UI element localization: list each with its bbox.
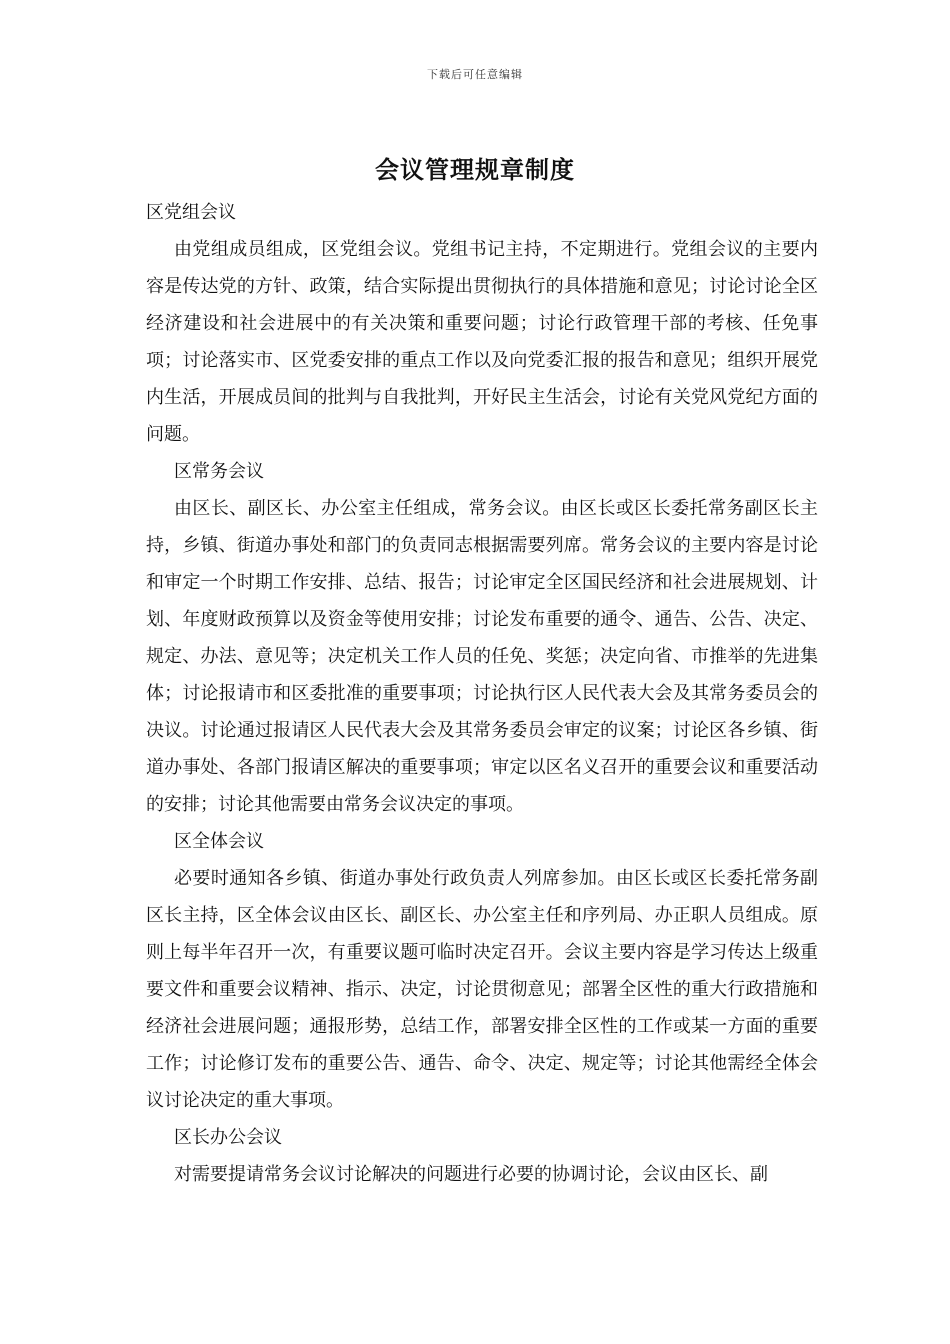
section-heading-party-group: 区党组会议 [146, 202, 236, 223]
section-heading-plenary-meeting: 区全体会议 [174, 831, 264, 852]
section-paragraph-plenary-meeting: 必要时通知各乡镇、街道办事处行政负责人列席参加。由区长或区长委托常务副区长主持，区全体会议由区长、副区长、办公室主任和序列局、办正职人员组成。原则上每半年召开一次，有重要议题可临时决定召开。会议主要内容是学习传达上级重要文件和重要会议精神、指示、决定，讨论贯彻意见；部署全区性的重大行政措施和经济社会进展问题；通报形势，总结工作，部署安排全区性的工作或某一方面的重要工作；讨论修订发布的重要公告、通告、命令、决定、规定等；讨论其他需经全体会议讨论决定的重大事项。 [146, 868, 818, 1111]
section-paragraph-standing-meeting: 由区长、副区长、办公室主任组成，常务会议。由区长或区长委托常务副区长主持，乡镇、街道办事处和部门的负责同志根据需要列席。常务会议的主要内容是讨论和审定一个时期工作安排、总结、报告；讨论审定全区国民经济和社会进展规划、计划、年度财政预算以及资金等使用安排；讨论发布重要的通令、通告、公告、决定、规定、办法、意见等；决定机关工作人员的任免、奖惩；决定向省、市推举的先进集体；讨论报请市和区委批准的重要事项；讨论执行区人民代表大会及其常务委员会的决议。讨论通过报请区人民代表大会及其常务委员会审定的议案；讨论区各乡镇、街道办事处、各部门报请区解决的重要事项；审定以区名义召开的重要会议和重要活动的安排；讨论其他需要由常务会议决定的事项。 [146, 498, 818, 815]
section-paragraph-party-group: 由党组成员组成，区党组会议。党组书记主持，不定期进行。党组会议的主要内容是传达党的方针、政策，结合实际提出贯彻执行的具体措施和意见；讨论讨论全区经济建设和社会进展中的有关决策和重要问题；讨论行政管理干部的考核、任免事项；讨论落实市、区党委安排的重点工作以及向党委汇报的报告和意见；组织开展党内生活，开展成员间的批判与自我批判，开好民主生活会，讨论有关党风党纪方面的问题。 [146, 239, 818, 445]
section-heading-standing-meeting: 区常务会议 [174, 461, 264, 482]
section-paragraph-office-meeting: 对需要提请常务会议讨论解决的问题进行必要的协调讨论，会议由区长、副 [174, 1164, 768, 1185]
header-note: 下载后可任意编辑 [427, 68, 523, 81]
document-title: 会议管理规章制度 [375, 155, 575, 184]
document-body [146, 194, 818, 1193]
section-heading-office-meeting: 区长办公会议 [174, 1127, 282, 1148]
